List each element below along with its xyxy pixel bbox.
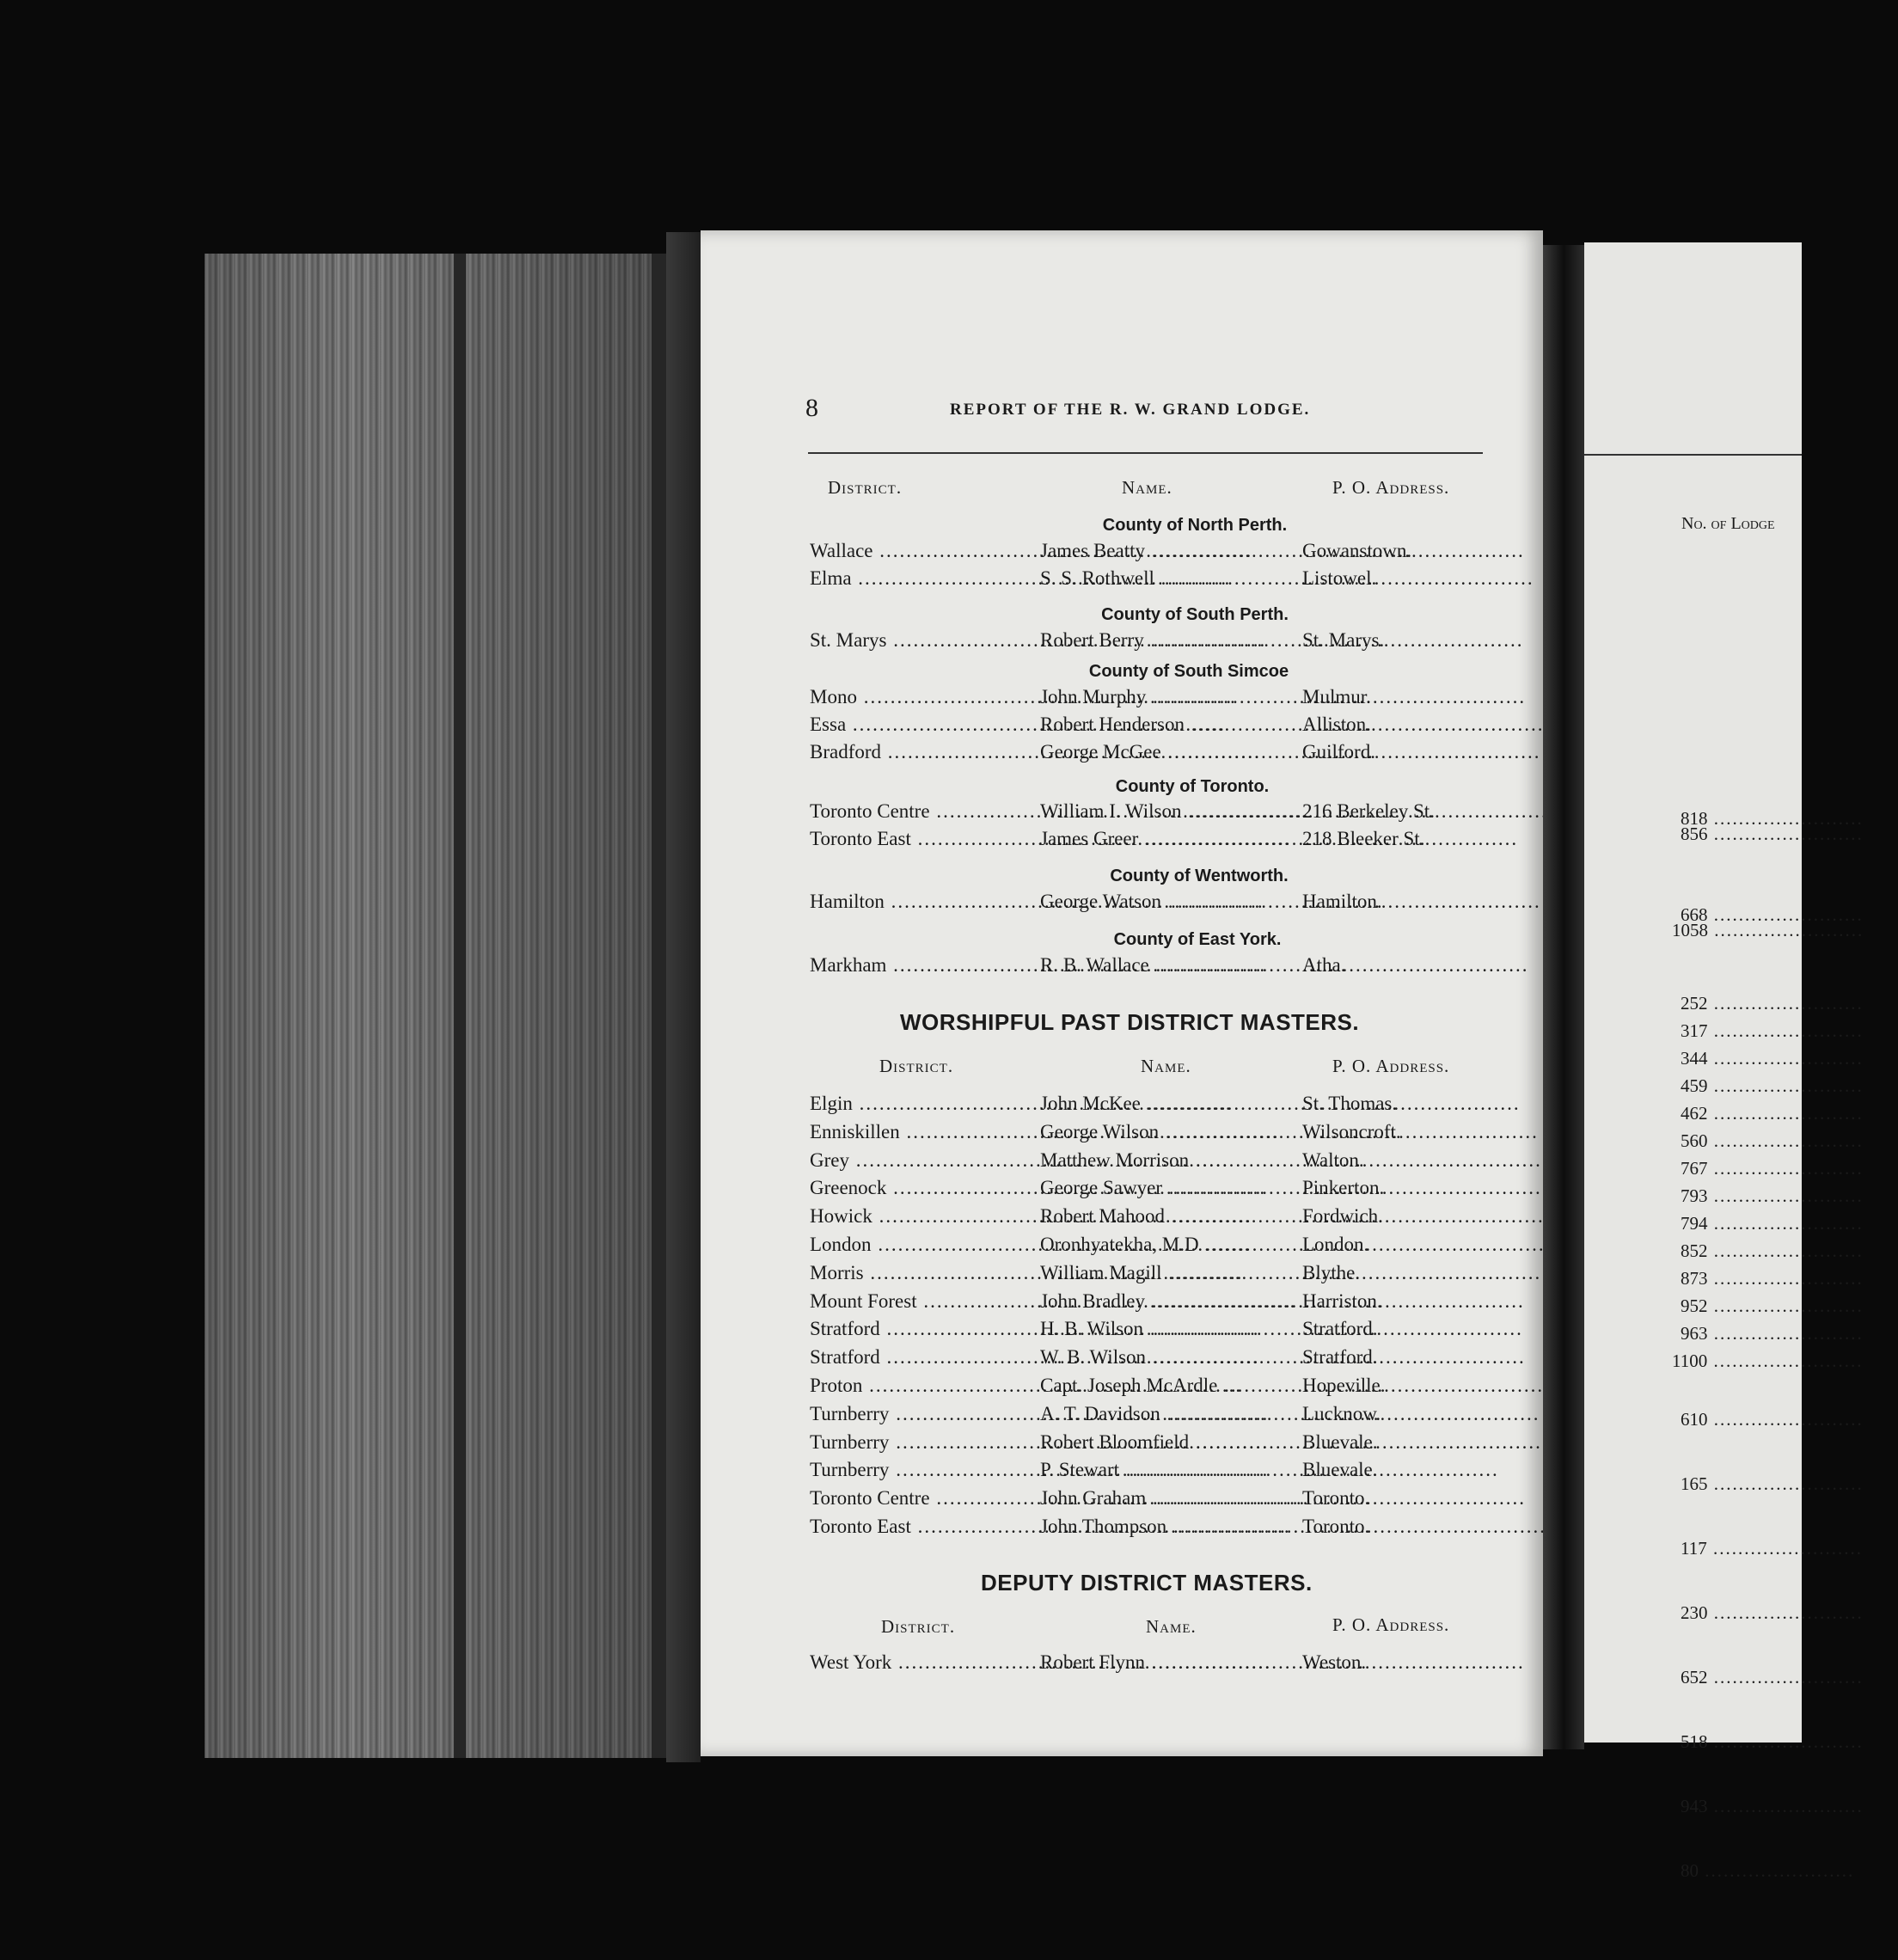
table-row — [810, 1205, 1480, 1233]
name-cell: James Greer ..... — [1040, 828, 1302, 850]
address-cell: Bluevale. — [1302, 1430, 1378, 1453]
lodge-number: 560 ..... — [1584, 1130, 1898, 1152]
lodge-number: 459 ..... — [1584, 1075, 1898, 1097]
lodge-number: 317 ..... — [1584, 1020, 1898, 1042]
district-cell: Greenock ..... — [810, 1177, 1040, 1199]
name-cell: John Bradley ..... — [1040, 1290, 1302, 1313]
district-cell: West York ..... — [810, 1651, 1040, 1674]
table-row — [810, 741, 1480, 769]
book-gutter — [1543, 245, 1584, 1749]
table-row — [810, 1318, 1480, 1345]
name-cell: Robert Mahood ..... — [1040, 1205, 1302, 1228]
district-cell: Toronto Centre ..... — [810, 800, 1040, 823]
table-row — [810, 1149, 1480, 1177]
district-cell: Turnberry ..... — [810, 1459, 1040, 1481]
district-cell: Grey ..... — [810, 1149, 1040, 1172]
section-title-past-masters: WORSHIPFUL PAST DISTRICT MASTERS. — [900, 1009, 1360, 1035]
table-row — [810, 1375, 1480, 1402]
lodge-number: 518 ..... — [1584, 1731, 1898, 1753]
county-heading: County of Wentworth. — [1110, 867, 1289, 885]
address-cell: London. — [1302, 1234, 1369, 1255]
district-cell: Morris ..... — [810, 1262, 1040, 1284]
address-cell: Lucknow. — [1302, 1402, 1381, 1424]
col-header-name: Name. — [1122, 477, 1172, 498]
table-row — [810, 1346, 1480, 1374]
right-page — [1584, 242, 1802, 1881]
table-row — [810, 567, 1480, 595]
col-header-district: District. — [881, 1616, 956, 1637]
name-cell: S. S. Rothwell ..... — [1040, 567, 1302, 590]
edge-band — [454, 254, 466, 1758]
county-heading: County of South Perth. — [1101, 605, 1289, 624]
district-cell: Toronto East ..... — [810, 828, 1040, 850]
name-cell: William Magill ..... — [1040, 1262, 1302, 1284]
name-cell: John Graham ..... — [1040, 1487, 1302, 1510]
name-cell: John McKee ..... — [1040, 1093, 1302, 1115]
table-row — [810, 1262, 1480, 1289]
col-header-district: District. — [828, 477, 903, 498]
table-row — [810, 540, 1480, 567]
district-cell: St. Marys ..... — [810, 629, 1040, 652]
name-cell: Robert Bloomfield ..... — [1040, 1431, 1302, 1454]
name-cell: George Watson ..... — [1040, 891, 1302, 913]
district-cell: Mono ..... — [810, 686, 1040, 708]
lodge-number: 1058 ..... — [1584, 920, 1889, 941]
lodge-number: 80 ..... — [1584, 1860, 1898, 1882]
address-cell: Pinkerton. — [1302, 1177, 1385, 1199]
lodge-number: 852 ..... — [1584, 1240, 1898, 1262]
district-cell: Bradford ..... — [810, 741, 1040, 763]
address-cell: 218 Bleeker St. — [1302, 828, 1425, 849]
lodge-number: 818 ..... — [1584, 808, 1898, 830]
lodge-number: 230 ..... — [1584, 1602, 1898, 1624]
address-cell: Guilford. — [1302, 741, 1375, 763]
address-cell: Listowel. — [1302, 567, 1377, 589]
table-row — [810, 891, 1480, 918]
address-cell: Mulmur. — [1302, 686, 1371, 707]
name-cell: Robert Berry ..... — [1040, 629, 1302, 652]
county-heading: County of East York. — [1113, 930, 1282, 949]
table-row — [810, 1487, 1480, 1515]
table-row — [810, 1093, 1480, 1120]
name-cell: John Thompson ..... — [1040, 1516, 1302, 1538]
table-row — [810, 1121, 1480, 1148]
lodge-number: 794 ..... — [1584, 1213, 1898, 1234]
table-row — [810, 1516, 1480, 1543]
lodge-number: 963 ..... — [1584, 1323, 1898, 1344]
county-heading: County of North Perth. — [1102, 516, 1288, 535]
address-cell: Stratford. — [1302, 1346, 1378, 1369]
lodge-number: 793 ..... — [1584, 1185, 1898, 1207]
col-header-address: P. O. Address. — [1332, 477, 1450, 498]
address-cell: Fordwich. — [1302, 1205, 1383, 1228]
table-row — [810, 1177, 1480, 1204]
address-cell: St. Marys. — [1302, 629, 1385, 651]
name-cell: John Murphy ..... — [1040, 686, 1302, 708]
district-cell: Turnberry ..... — [810, 1403, 1040, 1425]
name-cell: George McGee ..... — [1040, 741, 1302, 763]
lodge-number: 943 ..... — [1584, 1796, 1898, 1817]
district-cell: Howick ..... — [810, 1205, 1040, 1228]
district-cell: Proton ..... — [810, 1375, 1040, 1397]
district-cell: Toronto East ..... — [810, 1516, 1040, 1538]
address-cell: Hamilton. — [1302, 891, 1382, 912]
district-cell: Stratford ..... — [810, 1318, 1040, 1340]
name-cell: A. T. Davidson ..... — [1040, 1403, 1302, 1425]
lodge-number: 952 ..... — [1584, 1295, 1898, 1317]
name-cell: Capt. Joseph McArdle ..... — [1040, 1375, 1302, 1397]
address-cell: Weston. — [1302, 1651, 1367, 1673]
lodge-number: 610 ..... — [1584, 1409, 1898, 1430]
name-cell: William I. Wilson ..... — [1040, 800, 1302, 823]
table-row — [810, 1290, 1480, 1318]
table-row — [810, 1403, 1480, 1430]
district-cell: Essa ..... — [810, 714, 1040, 736]
running-head: REPORT OF THE R. W. GRAND LODGE. — [950, 401, 1311, 419]
district-cell: London ..... — [810, 1234, 1040, 1256]
table-row — [810, 714, 1480, 741]
address-cell: Wilsoncroft. — [1302, 1120, 1401, 1142]
table-row — [810, 1459, 1480, 1486]
address-cell: Toronto. — [1302, 1516, 1370, 1537]
lodge-number: 767 ..... — [1584, 1158, 1898, 1179]
book-spine — [666, 232, 701, 1762]
address-cell: Bluevale. — [1302, 1459, 1378, 1481]
address-cell: Stratford. — [1302, 1318, 1378, 1340]
address-cell: Gowanstown. — [1302, 540, 1412, 561]
district-cell: Turnberry ..... — [810, 1431, 1040, 1454]
col-header-address: P. O. Address. — [1332, 1056, 1450, 1076]
district-cell: Markham ..... — [810, 954, 1040, 977]
name-cell: Robert Henderson ..... — [1040, 714, 1302, 736]
left-page — [701, 230, 1543, 1756]
col-header-name: Name. — [1141, 1056, 1191, 1076]
lodge-number: 652 ..... — [1584, 1667, 1898, 1688]
district-cell: Elma ..... — [810, 567, 1040, 590]
district-cell: Hamilton ..... — [810, 891, 1040, 913]
table-row — [810, 1651, 1480, 1679]
address-cell: Hopeville. — [1302, 1375, 1386, 1396]
address-cell: Toronto. — [1302, 1487, 1370, 1510]
table-row — [810, 800, 1480, 828]
header-rule — [808, 452, 1483, 454]
lodge-number: 856 ..... — [1584, 824, 1898, 845]
name-cell: Matthew Morrison ..... — [1040, 1149, 1302, 1172]
district-cell: Elgin ..... — [810, 1093, 1040, 1115]
col-header-address: P. O. Address. — [1332, 1614, 1450, 1635]
section-title-deputy-masters: DEPUTY DISTRICT MASTERS. — [981, 1570, 1313, 1596]
header-rule — [1584, 454, 1802, 456]
name-cell: George Wilson ..... — [1040, 1121, 1302, 1143]
col-header-name: Name. — [1146, 1616, 1197, 1637]
address-cell: Blythe. — [1302, 1261, 1361, 1283]
lodge-number: 117 ..... — [1584, 1538, 1898, 1559]
district-cell: Wallace ..... — [810, 540, 1040, 562]
name-cell: P. Stewart ..... — [1040, 1459, 1302, 1481]
name-cell: Robert Flynn ..... — [1040, 1651, 1302, 1674]
district-cell: Mount Forest ..... — [810, 1290, 1040, 1313]
lodge-number: 165 ..... — [1584, 1473, 1898, 1495]
table-row — [810, 1234, 1480, 1261]
name-cell: James Beatty ..... — [1040, 540, 1302, 562]
book-page-edges — [205, 254, 699, 1758]
lodge-number: 252 ..... — [1584, 993, 1898, 1014]
name-cell: W. B. Wilson ..... — [1040, 1346, 1302, 1369]
district-cell: Enniskillen ..... — [810, 1121, 1040, 1143]
name-cell: R. B. Wallace ..... — [1040, 954, 1302, 977]
lodge-number: 668 ..... — [1584, 904, 1898, 926]
name-cell: George Sawyer ..... — [1040, 1177, 1302, 1199]
address-cell: Alliston. — [1302, 714, 1371, 735]
table-row — [810, 686, 1480, 714]
page-number: 8 — [805, 394, 818, 422]
address-cell: Atha. — [1302, 954, 1346, 976]
address-cell: Harriston. — [1302, 1289, 1382, 1312]
address-cell: Walton. — [1302, 1148, 1364, 1171]
table-row — [810, 629, 1480, 657]
table-row — [810, 954, 1480, 982]
lodge-number: 873 ..... — [1584, 1268, 1898, 1289]
name-cell: Oronhyatekha, M.D ..... — [1040, 1234, 1302, 1256]
address-cell: St. Thomas. — [1302, 1093, 1398, 1114]
table-row — [810, 828, 1480, 855]
district-cell: Stratford ..... — [810, 1346, 1040, 1369]
col-header-district: District. — [879, 1056, 954, 1076]
name-cell: H. B. Wilson ..... — [1040, 1318, 1302, 1340]
lodge-number: 1100 ..... — [1584, 1351, 1889, 1372]
lodge-number-header: No. of Lodge — [1681, 514, 1775, 533]
lodge-number: 462 ..... — [1584, 1103, 1898, 1124]
table-row — [810, 1431, 1480, 1459]
address-cell: 216 Berkeley St. — [1302, 800, 1435, 822]
lodge-number: 344 ..... — [1584, 1048, 1898, 1069]
district-cell: Toronto Centre ..... — [810, 1487, 1040, 1510]
county-heading: County of Toronto. — [1115, 777, 1270, 796]
county-heading: County of South Simcoe — [1088, 662, 1289, 681]
